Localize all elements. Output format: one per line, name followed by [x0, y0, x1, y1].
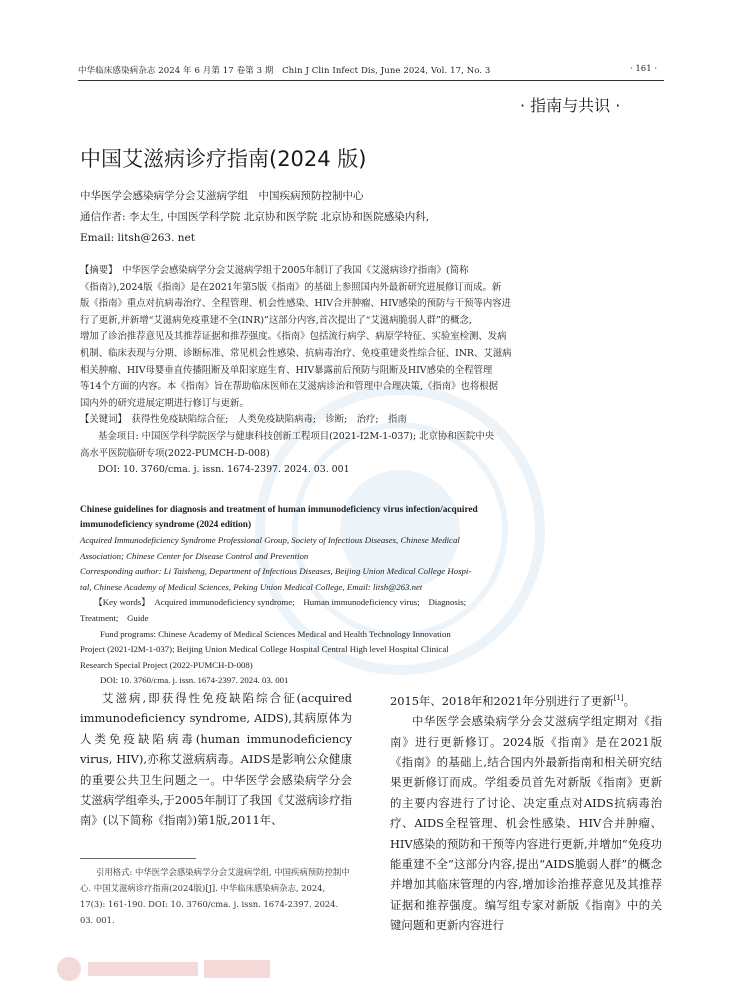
english-funding: Fund programs: Chinese Academy of Medical Sciences Medical and Health Technology Innovation	[100, 628, 451, 639]
section-label: · 指南与共识 ·	[520, 96, 621, 115]
citation-link[interactable]: [1]	[613, 694, 624, 702]
english-funding-cont-2: Research Special Project (2022-PUMCH-D-008)	[80, 659, 253, 670]
abstract-line: 等14个方面的内容。本《指南》旨在帮助临床医师在艾滋病诊治和管理中合理决策,《指南》也将根据	[80, 381, 499, 393]
footnote-divider	[80, 858, 196, 859]
funding-cn: 基金项目: 中国医学科学院医学与健康科技创新工程项目(2021-I2M-1-037); 北京协和医院中央	[98, 430, 495, 442]
header-divider	[78, 80, 664, 81]
page-title: 中国艾滋病诊疗指南(2024 版)	[80, 147, 367, 171]
english-title-cont: immunodeficiency syndrome (2024 edition)	[80, 520, 252, 530]
english-affiliation: Acquired Immunodeficiency Syndrome Professional Group, Society of Infectious Diseases, Chinese Medical	[80, 535, 460, 545]
abstract-line: 机制、临床表现与分期、诊断标准、常见机会性感染、抗病毒治疗、免疫重建炎性综合征、INR、艾滋病	[80, 347, 512, 359]
abstract-line: 【摘要】 中华医学会感染病学分会艾滋病学组于2005年制订了我国《艾滋病诊疗指南》(简称	[80, 265, 469, 276]
corresponding-author: 通信作者: 李太生, 中国医学科学院 北京协和医学院 北京协和医院感染内科,	[80, 211, 430, 223]
body-paragraph-continued	[390, 688, 662, 711]
english-corresponding: Corresponding author: Li Taisheng, Department of Infectious Diseases, Beijing Union Medical College Hospi-	[80, 566, 472, 577]
abstract-line: 《指南》),2024版《指南》是在2021年第5版《指南》的基础上参照国内外最新研究进展修订而成。新	[80, 281, 502, 293]
funding-cn-cont: 高水平医院临研专项(2022-PUMCH-D-008)	[80, 447, 270, 459]
citation-text: 引用格式: 中华医学会感染病学分会艾滋病学组, 中国疾病预防控制中心. 中国艾滋病诊疗指南(2024版)[J]. 中华临床感染病杂志, 2024, 17(3): 161-190. DOI: 10. 3760/cma. j. issn. 1674-2397. 2024. 03. 001.	[80, 867, 350, 925]
english-affiliation-cont: Association; Chinese Center for Disease Control and Prevention	[80, 550, 309, 561]
running-header: 中华临床感染病杂志 2024 年 6 月第 17 卷第 3 期 Chin J Clin Infect Dis, June 2024, Vol. 17, No. 3	[78, 66, 491, 76]
abstract-line: 版《指南》重点对抗病毒治疗、全程管理、机会性感染、HIV合并肿瘤、HIV感染的预防与干预等内容进	[80, 298, 512, 310]
abstract-cn	[80, 263, 660, 479]
abstract-line: 国内外的研究进展定期进行修订与更新。	[80, 397, 249, 409]
author-email: Email: litsh@263. net	[80, 232, 195, 244]
body-paragraph: 艾滋病,即获得性免疫缺陷综合征(acquired immunodeficiency syndrome, AIDS),其病原体为人类免疫缺陷病毒(human immunodeficiency virus, HIV),亦称艾滋病病毒。AIDS是影响公众健康的重要公共卫生问题之一。中华医学会感染病学分会艾滋病学组牵头,于2005年制订了我国《艾滋病诊疗指南》(以下简称《指南》)第1版,2011年、	[80, 691, 352, 828]
body-column-right	[390, 688, 662, 936]
english-corresponding-cont: tal, Chinese Academy of Medical Sciences, Peking Union Medical College, Email: litsh@263.net	[80, 581, 423, 592]
english-keywords: 【Key words】 Acquired immunodeficiency syndrome; Human immunodeficiency virus; Diagnosis;	[94, 597, 467, 608]
keywords-cn: 【关键词】 获得性免疫缺陷综合征; 人类免疫缺陷病毒; 诊断; 治疗; 指南	[80, 414, 407, 426]
author-block	[80, 186, 640, 249]
author-groups: 中华医学会感染病学分会艾滋病学组 中国疾病预防控制中心	[80, 190, 364, 202]
doi-cn: DOI: 10. 3760/cma. j. issn. 1674-2397. 2024. 03. 001	[98, 464, 350, 476]
english-keywords-cont: Treatment; Guide	[80, 612, 149, 623]
english-doi: DOI: 10. 3760/cma. j. issn. 1674-2397. 2024. 03. 001	[100, 675, 289, 686]
abstract-line: 相关肿瘤、HIV母婴垂直传播阻断及单阳家庭生育、HIV暴露前后预防与阻断及HIV感染的全程管理	[80, 364, 493, 376]
body-column-left	[80, 688, 352, 831]
body-paragraph: 中华医学会感染病学分会艾滋病学组定期对《指南》进行更新修订。2024版《指南》是在2021版《指南》的基础上,结合国内外最新指南和相关研究结果更新修订而成。学组委员首先对新版《指南》更新的主要内容进行了讨论、决定重点对AIDS抗病毒治疗、AIDS全程管理、机会性感染、HIV合并肿瘤、HIV感染的预防和干预等内容进行更新,并增加“免疫功能重建不全”这部分内容,提出“AIDS脆弱人群”的概念并增加其临床管理的内容,增加诊治推荐意见及其推荐证据和推荐强度。编写组专家对新版《指南》中的关键问题和更新内容进行	[390, 714, 662, 933]
english-title: Chinese guidelines for diagnosis and treatment of human immunodeficiency virus infection/acquired	[80, 505, 478, 515]
english-funding-cont: Project (2021-I2M-1-037); Beijing Union Medical College Hospital Central High level Hospital Clinical	[80, 644, 449, 655]
abstract-en	[80, 503, 660, 689]
page-number: · 161 ·	[630, 64, 658, 74]
body-text: 2015年、2018年和2021年分别进行了更新	[390, 693, 614, 708]
abstract-line: 增加了诊治推荐意见及其推荐证据和推荐强度。《指南》包括流行病学、病原学特征、实验室检测、发病	[80, 331, 507, 343]
body-text-end: 。	[623, 693, 635, 708]
citation-footnote	[80, 864, 352, 928]
abstract-line: 行了更新,并新增“艾滋病免疫重建不全(INR)”这部分内容,首次提出了“艾滋病脆弱人群”的概念,	[80, 314, 472, 326]
publisher-logo-icon	[54, 954, 274, 984]
